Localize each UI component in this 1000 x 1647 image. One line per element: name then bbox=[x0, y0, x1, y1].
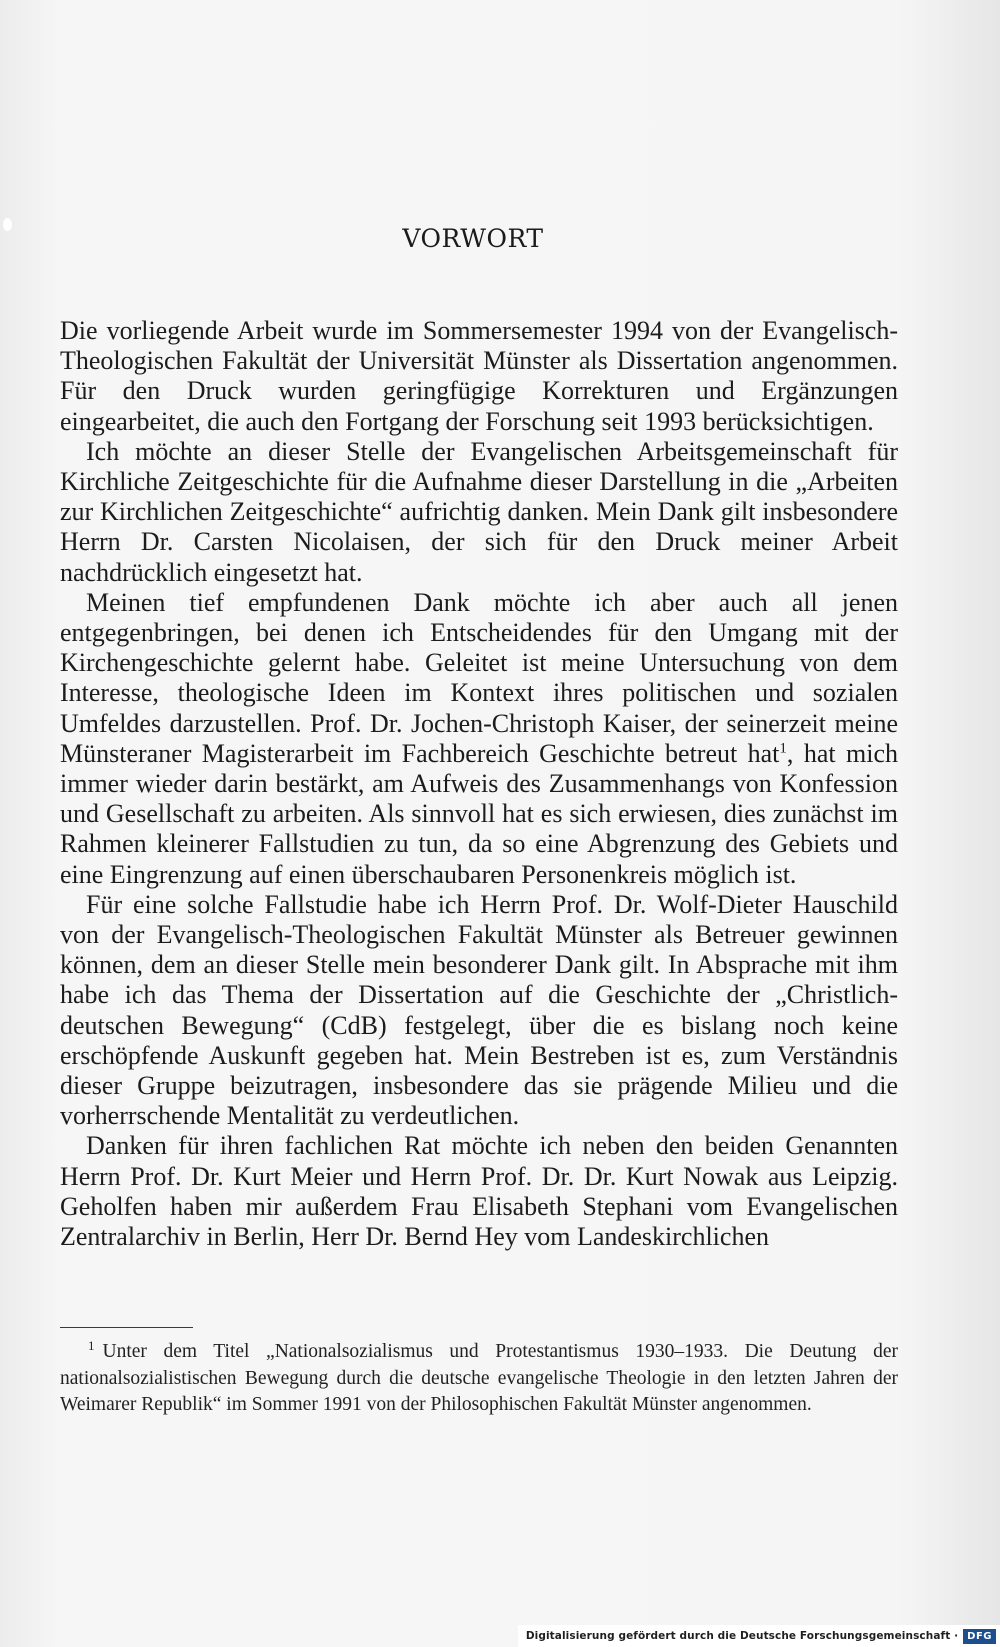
page-title: VORWORT bbox=[402, 224, 544, 253]
paragraph-3-part-1: Meinen tief empfundenen Dank möchte ich aber auch all jenen entgegenbringen, bei denen ich Entscheidendes für den Umgang mit der Kirchengeschichte gelernt habe. Geleitet ist meine Untersuchung von dem Interesse, theologische Ideen im Kontext ihres politischen und sozialen Umfeldes darzustellen. Prof. Dr. Jochen-Christoph Kaiser, der seinerzeit meine Münsteraner Magisterarbeit im Fachbereich Geschichte betreut hat bbox=[60, 587, 898, 768]
paragraph-3 bbox=[60, 588, 898, 890]
footnote-text: Unter dem Titel „Nationalsozialismus und Protestantismus 1930–1933. Die Deutung der nationalsozialistischen Bewegung durch die deutsche evangelische Theologie in den letzten Jahren der Weimarer Republik“ im Sommer 1991 von der Philosophischen Fakultät Münster angenommen. bbox=[60, 1341, 898, 1415]
body-text bbox=[60, 316, 898, 1252]
paragraph-2: Ich möchte an dieser Stelle der Evangelischen Arbeitsgemeinschaft für Kirchliche Zeitgeschichte für die Aufnahme dieser Darstellung in die „Arbeiten zur Kirchlichen Zeitgeschichte“ aufrichtig danken. Mein Dank gilt insbesondere Herrn Dr. Carsten Nicolaisen, der sich für den Druck meiner Arbeit nachdrücklich eingesetzt hat. bbox=[60, 436, 898, 587]
footnote-reference: 1 bbox=[779, 740, 787, 757]
footnote-number: 1 bbox=[88, 1337, 95, 1353]
dfg-logo: DFG bbox=[963, 1629, 996, 1644]
footnote bbox=[60, 1339, 898, 1419]
paragraph-3-part-2: , hat mich immer wieder darin bestärkt, am Aufweis des Zusammenhangs von Konfession und Gesellschaft zu arbeiten. Als sinnvoll hat es sich erwiesen, dies zunächst im Rahmen kleinerer Fallstudien zu tun, da so eine Abgrenzung des Gebiets und eine Eingrenzung auf einen überschaubaren Personenkreis möglich ist. bbox=[60, 738, 898, 889]
funding-banner bbox=[518, 1625, 1000, 1647]
funding-banner-text: Digitalisierung gefördert durch die Deutsche Forschungsgemeinschaft · bbox=[525, 1630, 959, 1642]
paragraph-1: Die vorliegende Arbeit wurde im Sommersemester 1994 von der Evangelisch-Theologischen Fakultät der Universität Münster als Dissertation angenommen. Für den Druck wurden geringfügige Korrekturen und Ergänzungen eingearbeitet, die auch den Fortgang der Forschung seit 1993 berücksichtigen. bbox=[60, 316, 898, 436]
footnote-divider bbox=[60, 1327, 193, 1328]
paragraph-5: Danken für ihren fachlichen Rat möchte ich neben den beiden Genannten Herrn Prof. Dr. Kurt Meier und Herrn Prof. Dr. Dr. Kurt Nowak aus Leipzig. Geholfen haben mir außerdem Frau Elisabeth Stephani vom Evangelischen Zentralarchiv in Berlin, Herr Dr. Bernd Hey vom Landeskirchlichen bbox=[60, 1131, 898, 1252]
paragraph-4: Für eine solche Fallstudie habe ich Herrn Prof. Dr. Wolf-Dieter Hauschild von der Evangelisch-Theologischen Fakultät Münster als Betreuer gewinnen können, dem an dieser Stelle mein besonderer Dank gilt. In Absprache mit ihm habe ich das Thema der Dissertation auf die Geschichte der „Christlich-deutschen Bewegung“ (CdB) festgelegt, über die es bislang noch keine erschöpfende Auskunft gegeben hat. Mein Bestreben ist es, zum Verständnis dieser Gruppe beizutragen, insbesondere das sie prägende Milieu und die vorherrschende Mentalität zu verdeutlichen. bbox=[60, 889, 898, 1131]
